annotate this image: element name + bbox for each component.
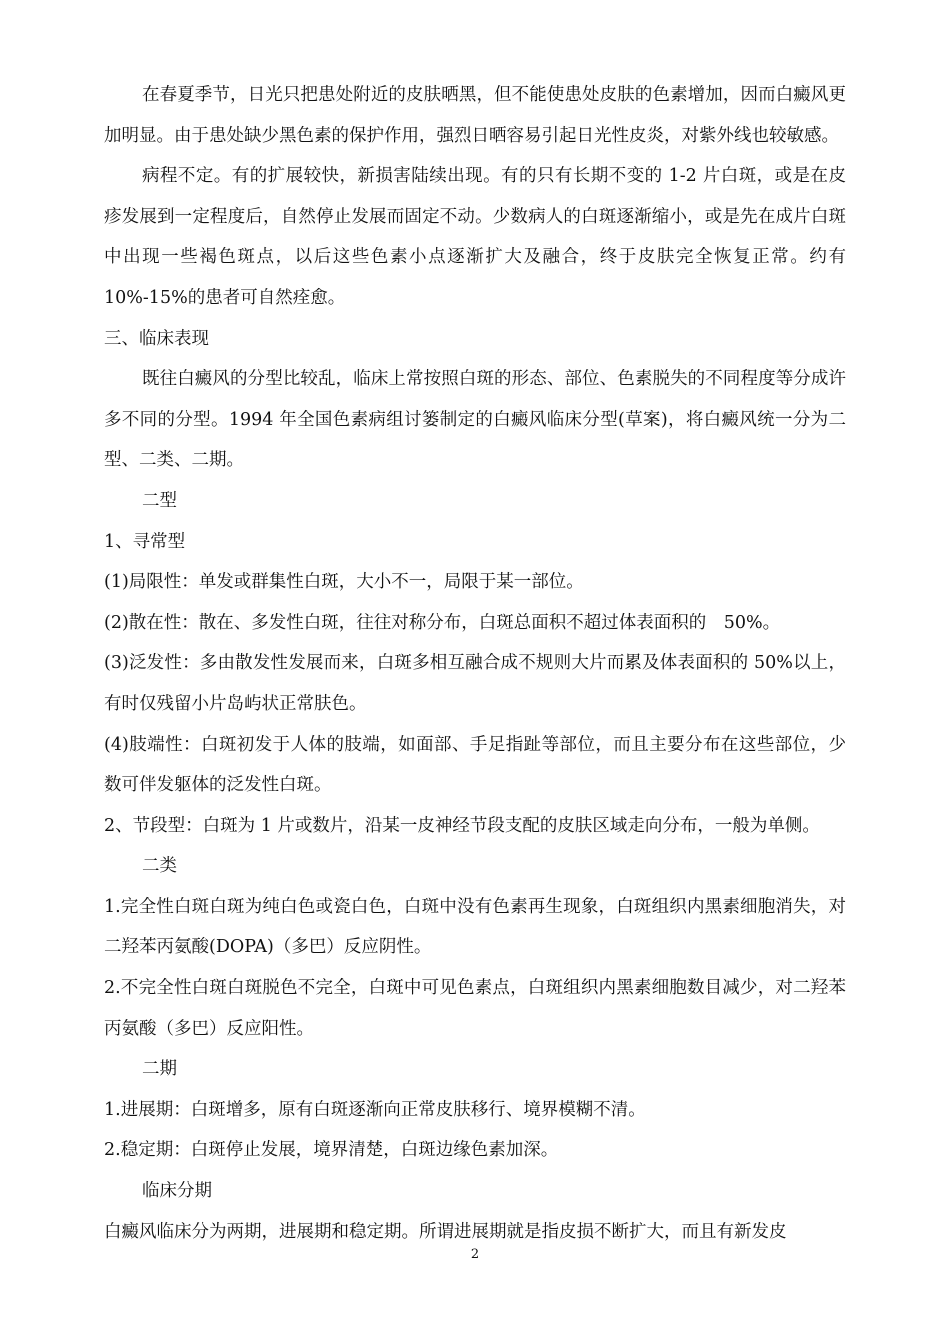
subheading-two-categories: 二类: [142, 856, 177, 877]
item-acral: (4)肢端性：白斑初发于人体的肢端，如面部、手足指趾等部位，而且主要分布在这些部位，少数可伴发躯体的泛发性白斑。: [104, 734, 846, 796]
paragraph-disease-course: 病程不定。有的扩展较快，新损害陆续出现。有的只有长期不变的 1-2 片白斑，或是在皮疹发展到一定程度后，自然停止发展而固定不动。少数病人的白斑逐渐缩小，或是先在成片白斑中出现一些褐色斑点，以后这些色素小点逐渐扩大及融合，终于皮肤完全恢复正常。约有 10%-15%的患者可自然痊愈。: [104, 166, 846, 308]
item-incomplete-vitiligo: 2.不完全性白斑白斑脱色不完全，白斑中可见色素点，白斑组织内黑素细胞数目减少，对二羟苯丙氨酸（多巴）反应阳性。: [104, 978, 846, 1039]
subheading-two-stages: 二期: [142, 1059, 177, 1080]
paragraph-staging-description: 白癜风临床分为两期，进展期和稳定期。所谓进展期就是指皮损不断扩大，而且有新发皮: [104, 1221, 787, 1242]
paragraph-sun-exposure: 在春夏季节，日光只把患处附近的皮肤晒黑，但不能使患处皮肤的色素增加，因而白癜风更加明显。由于患处缺少黑色素的保护作用，强烈日晒容易引起日光性皮炎，对紫外线也较敏感。: [104, 85, 846, 146]
item-segmental-type: 2、节段型：白斑为 1 片或数片，沿某一皮神经节段支配的皮肤区域走向分布，一般为单侧。: [104, 815, 820, 836]
item-localized: (1)局限性：单发或群集性白斑，大小不一，局限于某一部位。: [104, 572, 584, 593]
item-common-type: 1、寻常型: [104, 531, 186, 552]
item-scattered: (2)散在性：散在、多发性白斑，往往对称分布，白斑总面积不超过体表面积的 50%。: [104, 612, 781, 633]
item-complete-vitiligo: 1.完全性白斑白斑为纯白色或瓷白色，白斑中没有色素再生现象，白斑组织内黑素细胞消失，对二羟苯丙氨酸(DOPA)（多巴）反应阴性。: [104, 896, 846, 958]
item-stable-stage: 2.稳定期：白斑停止发展，境界清楚，白斑边缘色素加深。: [104, 1140, 559, 1161]
item-progressive-stage: 1.进展期：白斑增多，原有白斑逐渐向正常皮肤移行、境界模糊不清。: [104, 1099, 646, 1120]
page-number: 2: [470, 1247, 480, 1262]
subheading-two-types: 二型: [142, 490, 177, 511]
section-heading-clinical-manifestation: 三、临床表现: [104, 328, 209, 349]
subheading-clinical-staging: 临床分期: [142, 1181, 212, 1202]
page-body: [104, 75, 846, 1252]
item-generalized: (3)泛发性：多由散发性发展而来，白斑多相互融合成不规则大片而累及体表面积的 50%以上，有时仅残留小片岛屿状正常肤色。: [104, 653, 846, 714]
paragraph-classification-intro: 既往白癜风的分型比较乱，临床上常按照白斑的形态、部位、色素脱失的不同程度等分成许多不同的分型。1994 年全国色素病组讨篓制定的白癜风临床分型(草案)，将白癜风统一分为二型、二类、二期。: [104, 369, 846, 471]
